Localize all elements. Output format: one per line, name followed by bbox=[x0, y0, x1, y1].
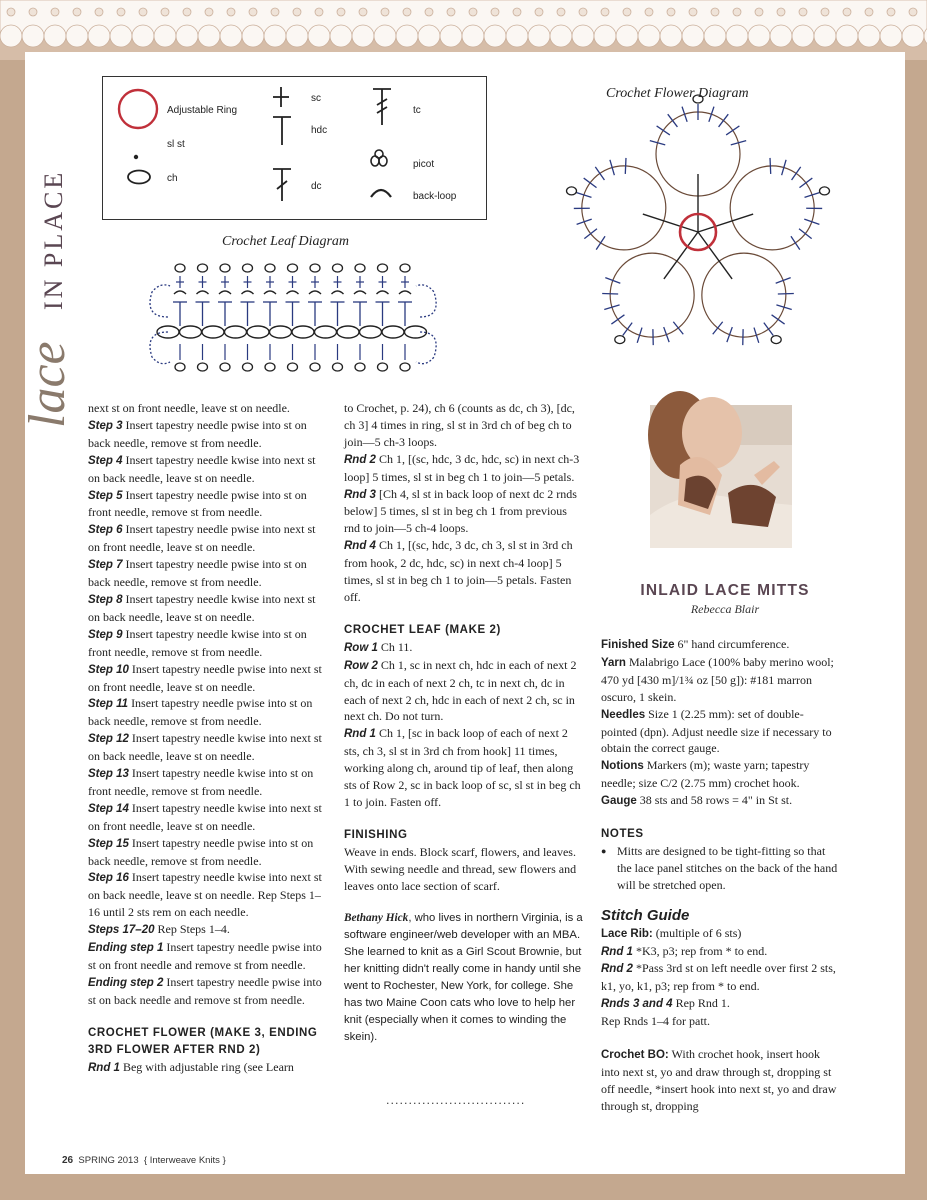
instruction-line: next st on front needle, leave st on needle. bbox=[88, 401, 290, 415]
stitch-mark bbox=[713, 322, 723, 335]
instruction-line: Step 14 Insert tapestry needle kwise into next st on front needle, leave st on needle. bbox=[88, 800, 322, 833]
tc-icon bbox=[373, 89, 391, 125]
leaf-diagram-title: Crochet Leaf Diagram bbox=[222, 234, 350, 249]
sc-icon bbox=[273, 87, 289, 107]
legend-ch: ch bbox=[167, 173, 178, 184]
picot-mark bbox=[771, 336, 781, 344]
instruction-line: Step 9 Insert tapestry needle kwise into st on front needle, remove st from needle. bbox=[88, 626, 307, 659]
finishing-text: Weave in ends. Block scarf, flowers, and leaves. With sewing needle and thread, sew flowers and leaves onto lace section of scarf. bbox=[344, 844, 577, 893]
title-caps: IN PLACE bbox=[39, 169, 68, 310]
stitch-mark bbox=[596, 236, 605, 249]
flower-diagram-title: Crochet Flower Diagram bbox=[606, 86, 749, 101]
stitch-mark bbox=[726, 126, 739, 135]
back-loop-mark bbox=[309, 291, 321, 294]
stitch-mark bbox=[792, 167, 801, 180]
leaf-heading: CROCHET LEAF (MAKE 2) bbox=[344, 623, 501, 636]
chain-mark bbox=[315, 326, 337, 338]
picot-mark bbox=[220, 363, 230, 371]
back-loop-mark bbox=[287, 291, 299, 294]
picot-mark bbox=[220, 264, 230, 272]
chain-mark bbox=[225, 326, 247, 338]
chain-mark bbox=[202, 326, 224, 338]
petal-outline bbox=[610, 253, 694, 337]
stitch-mark bbox=[668, 114, 678, 127]
bullet-icon: ● bbox=[601, 845, 607, 856]
back-loop-mark bbox=[264, 291, 276, 294]
picot-mark bbox=[175, 363, 185, 371]
ch-icon bbox=[128, 171, 150, 184]
picot-mark bbox=[400, 264, 410, 272]
crochet-bo: Crochet BO: With crochet hook, insert hook into next st, yo and draw through st, dropping st off needle, *insert hook into next st, yo and draw through st, dropping bbox=[601, 1047, 837, 1113]
instruction-line: Step 15 Insert tapestry needle pwise into st on back needle, remove st from needle. bbox=[88, 835, 314, 868]
chain-mark bbox=[270, 326, 292, 338]
author-bio: Bethany Hick, who lives in northern Virginia, is a software engineer/web developer with an MBA. She learned to knit as a Girl Scout Brownie, but her knitting didn't really come in handy until she went to Rochester, New York, for college. She has two Maine Coon cats who love to help her knit (especially when it comes to winding the skein). bbox=[344, 912, 583, 1043]
petal-outline bbox=[702, 253, 786, 337]
instruction-line: to Crochet, p. 24), ch 6 (counts as dc, ch 3), [dc, ch 3] 4 times in ring, sl st in 3rd ch of beg ch to join—5 ch-3 loops. bbox=[344, 401, 575, 449]
lace-rib-rows bbox=[601, 943, 839, 1031]
stitch-guide-heading: Stitch Guide bbox=[601, 906, 690, 924]
flower-diagram bbox=[562, 108, 842, 368]
instruction-line: Rep Rnds 1–4 for patt. bbox=[601, 1014, 710, 1029]
chain-mark bbox=[337, 326, 359, 338]
picot-mark bbox=[198, 264, 208, 272]
dc-icon bbox=[273, 169, 291, 201]
stitch-mark bbox=[799, 178, 812, 188]
legend-back-loop: back-loop bbox=[413, 191, 457, 202]
chain-mark bbox=[405, 326, 427, 338]
legend-dc: dc bbox=[311, 181, 322, 192]
back-loop-mark bbox=[399, 291, 411, 294]
instruction-line: Step 6 Insert tapestry needle pwise into next st on front needle, leave st on needle. bbox=[88, 522, 316, 555]
back-loop-mark bbox=[197, 291, 209, 294]
chain-mark bbox=[247, 326, 269, 338]
instruction-line: Ending step 2 Insert tapestry needle pwise into st on back needle and remove st from needle. bbox=[88, 974, 322, 1007]
picot-mark bbox=[333, 264, 343, 272]
title-script: lace bbox=[19, 341, 76, 428]
sl-st-icon bbox=[134, 155, 138, 159]
chain-mark bbox=[360, 326, 382, 338]
stitch-mark bbox=[791, 236, 800, 249]
picot-mark bbox=[265, 264, 275, 272]
picot-mark bbox=[615, 336, 625, 344]
legend-hdc: hdc bbox=[311, 125, 328, 136]
column-3 bbox=[601, 636, 839, 1115]
leaf-diagram bbox=[130, 252, 450, 382]
stitch-mark bbox=[664, 327, 669, 342]
instruction-line: Row 2 Ch 1, sc in next ch, hdc in each of next 2 ch, dc in each of next 2 ch, tc in next ch, dc in each of next 2 ch, hdc in each of next 2 ch, sc in next ch. Do not turn. bbox=[344, 657, 577, 724]
flower-heading: CROCHET FLOWER (MAKE 3, ENDING 3RD FLOWER AFTER RND 2) bbox=[88, 1026, 318, 1056]
pattern-author: Rebecca Blair bbox=[690, 602, 760, 616]
picot-mark bbox=[288, 363, 298, 371]
instruction-line: Step 7 Insert tapestry needle pwise into st on back needle, remove st from needle. bbox=[88, 557, 307, 590]
stitch-mark bbox=[584, 178, 597, 188]
back-loop-mark bbox=[377, 291, 389, 294]
note-item: ● Mitts are designed to be tight-fitting so that the lace panel stitches on the back of the hand will be stretched open. bbox=[601, 843, 838, 892]
instruction-line: Rnds 3 and 4 Rep Rnd 1. bbox=[601, 996, 730, 1011]
instruction-line: Rnd 3 [Ch 4, sl st in back loop of next dc 2 rnds below] 5 times, sl st in beg ch 1 from previous rnd to join—5 ch-4 loops. bbox=[344, 486, 577, 536]
picot-mark bbox=[310, 264, 320, 272]
page-number: 26 bbox=[62, 1155, 74, 1166]
finishing-heading: FINISHING bbox=[344, 828, 408, 841]
picot-mark bbox=[400, 363, 410, 371]
legend-adjustable-ring: Adjustable Ring bbox=[167, 105, 238, 116]
separator-dots: ............................... bbox=[386, 1094, 526, 1107]
lace-border bbox=[0, 0, 927, 60]
chain-mark bbox=[382, 326, 404, 338]
picot-mark bbox=[288, 264, 298, 272]
notes-list bbox=[601, 843, 839, 894]
page-footer bbox=[62, 1155, 226, 1166]
instruction-line: Step 10 Insert tapestry needle pwise into next st on front needle, leave st on needle. bbox=[88, 661, 322, 694]
instruction-line: Step 16 Insert tapestry needle kwise into next st on back needle, leave st on needle. Rep Steps 1–16 until 2 sts rem on each needle. bbox=[88, 870, 322, 920]
magazine-name: { Interweave Knits } bbox=[143, 1155, 226, 1166]
stitch-mark bbox=[764, 323, 773, 336]
stitch-mark bbox=[595, 167, 604, 180]
flower-rounds bbox=[344, 400, 584, 606]
stitch-mark bbox=[623, 323, 632, 336]
picot-mark bbox=[333, 363, 343, 371]
adjustable-ring-icon bbox=[119, 90, 157, 128]
column-2 bbox=[344, 400, 584, 1046]
stitch-mark bbox=[605, 278, 620, 284]
mitts-photo bbox=[650, 405, 792, 548]
picot-mark bbox=[175, 264, 185, 272]
instruction-line: Step 4 Insert tapestry needle kwise into next st on back needle, leave st on needle. bbox=[88, 452, 316, 485]
stitch-mark bbox=[772, 315, 785, 324]
spec-line: Needles Size 1 (2.25 mm): set of double-pointed (dpn). Adjust needle size if necessary to obtain the correct gauge. bbox=[601, 706, 832, 756]
stitch-mark bbox=[584, 229, 597, 239]
lace-rib: Lace Rib: (multiple of 6 sts) bbox=[601, 925, 742, 940]
hdc-icon bbox=[273, 117, 291, 145]
instruction-line: Step 8 Insert tapestry needle kwise into next st on back needle, leave st on needle. bbox=[88, 591, 316, 624]
closing-steps bbox=[88, 400, 328, 1009]
picot-mark bbox=[310, 363, 320, 371]
column-1 bbox=[88, 400, 328, 1076]
symbol-legend bbox=[102, 76, 487, 220]
instruction-line: Step 5 Insert tapestry needle pwise into st on front needle, remove st from needle. bbox=[88, 487, 307, 520]
spec-line: Notions Markers (m); waste yarn; tapestry needle; size C/2 (2.75 mm) crochet hook. bbox=[601, 758, 810, 791]
legend-sc: sc bbox=[311, 93, 321, 104]
instruction-line: Rnd 2 *Pass 3rd st on left needle over first 2 sts, k1, yo, k1, p3; rep from * to end. bbox=[601, 961, 836, 994]
picot-mark bbox=[378, 264, 388, 272]
picot-mark bbox=[378, 363, 388, 371]
spec-line: Gauge 38 sts and 58 rows = 4" in St st. bbox=[601, 793, 793, 808]
stitch-mark bbox=[799, 229, 812, 239]
spec-line: Finished Size 6" hand circumference. bbox=[601, 637, 790, 651]
instruction-line: Steps 17–20 Rep Steps 1–4. bbox=[88, 922, 230, 937]
stitch-mark bbox=[657, 126, 670, 135]
instruction-line: Step 3 Insert tapestry needle pwise into st on back needle, remove st from needle. bbox=[88, 417, 307, 450]
petal-outline bbox=[582, 166, 666, 250]
back-loop-mark bbox=[174, 291, 186, 294]
picot-mark bbox=[243, 363, 253, 371]
spec-line: Yarn Malabrigo Lace (100% baby merino wool; 470 yd [430 m]/1¾ oz [50 g]): #181 marron oscuro, 1 skein. bbox=[601, 654, 834, 704]
stitch-mark bbox=[770, 158, 771, 174]
picot-mark bbox=[198, 363, 208, 371]
stitch-mark bbox=[776, 278, 791, 284]
back-loop-mark bbox=[354, 291, 366, 294]
petal-outline bbox=[730, 166, 814, 250]
stitch-mark bbox=[673, 322, 683, 335]
flower-rnd-1-start: Rnd 1 Beg with adjustable ring (see Learn bbox=[88, 1059, 294, 1074]
legend-tc: tc bbox=[413, 105, 421, 116]
picot-mark bbox=[243, 264, 253, 272]
stitch-mark bbox=[727, 327, 732, 342]
legend-picot: picot bbox=[413, 159, 435, 170]
picot-mark bbox=[355, 363, 365, 371]
picot-mark bbox=[355, 264, 365, 272]
pattern-title: INLAID LACE MITTS bbox=[640, 582, 810, 599]
stitch-mark bbox=[611, 315, 624, 324]
picot-mark bbox=[567, 187, 577, 195]
leaf-rows bbox=[344, 639, 584, 811]
stitch-mark bbox=[719, 114, 729, 127]
instruction-line: Ending step 1 Insert tapestry needle pwise into st on front needle and remove st from needle. bbox=[88, 940, 322, 972]
instruction-line: Step 11 Insert tapestry needle pwise into st on back needle, remove st from needle. bbox=[88, 696, 313, 729]
picot-mark bbox=[265, 363, 275, 371]
instruction-line: Rnd 1 *K3, p3; rep from * to end. bbox=[601, 943, 768, 958]
notes-heading: NOTES bbox=[601, 828, 644, 841]
picot-icon bbox=[371, 150, 387, 166]
instruction-line: Step 12 Insert tapestry needle kwise into next st on back needle, leave st on needle. bbox=[88, 731, 322, 764]
chain-mark bbox=[180, 326, 202, 338]
back-loop-icon bbox=[371, 190, 391, 197]
stitch-mark bbox=[602, 293, 618, 294]
legend-sl-st: sl st bbox=[167, 139, 185, 150]
instruction-line: Step 13 Insert tapestry needle kwise into st on front needle, remove st from needle. bbox=[88, 766, 314, 798]
sidebar-title bbox=[19, 88, 78, 428]
chain-mark bbox=[292, 326, 314, 338]
stitch-mark bbox=[778, 293, 794, 294]
back-loop-mark bbox=[242, 291, 254, 294]
back-loop-mark bbox=[219, 291, 231, 294]
instruction-line: Row 1 Ch 11. bbox=[344, 639, 413, 654]
instruction-line: Rnd 4 Ch 1, [(sc, hdc, 3 dc, ch 3, sl st in 3rd ch from hook, 2 dc, hdc, sc) in next ch-4 loop] 5 times, sl st in beg ch 1 to join—5 petals. Fasten off. bbox=[344, 538, 573, 604]
pattern-specs bbox=[601, 636, 839, 810]
back-loop-mark bbox=[332, 291, 344, 294]
picot-mark bbox=[819, 187, 829, 195]
stitch-mark bbox=[625, 158, 626, 174]
instruction-line: Rnd 1 Ch 1, [sc in back loop of each of next 2 sts, ch 3, sl st in 3rd ch from hook] 11 times, working along ch, around tip of leaf, then along sts of Row 2, sc in back loop of sc, sl st in beg ch 1 to join. Fasten off. bbox=[344, 726, 581, 809]
instruction-line: Rnd 2 Ch 1, [(sc, hdc, 3 dc, hdc, sc) in next ch-3 loop] 5 times, sl st in beg ch 1 to join—5 petals. bbox=[344, 451, 580, 484]
issue-label: SPRING 2013 bbox=[78, 1155, 139, 1166]
